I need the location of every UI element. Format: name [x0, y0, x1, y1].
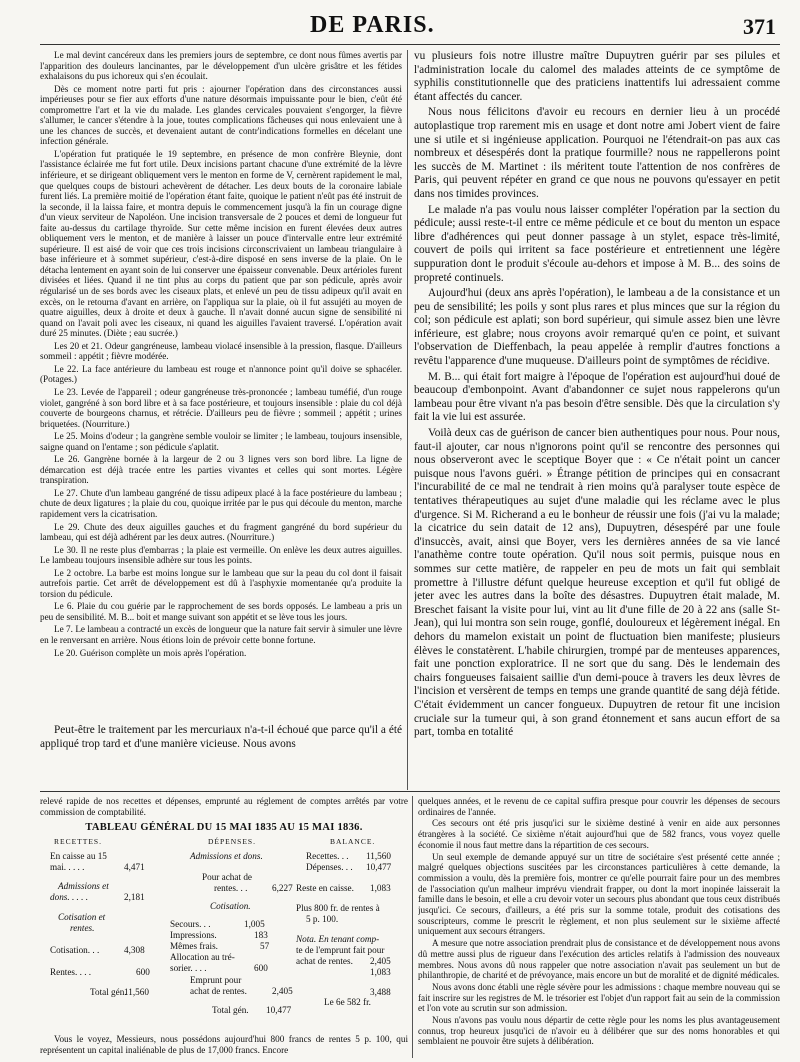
page-header: [40, 6, 780, 38]
paragraph: vu plusieurs fois notre illustre maître Dupuytren guérir par ses pilules et l'administration locale du calomel des malades atteints de ce symptôme de syphilis constitutionnelle que des praticiens inattentifs lui adressaient comme étant affectés du cancer.: [414, 50, 780, 103]
paragraph: Le 27. Chute d'un lambeau gangréné de tissu adipeux placé à la face postérieure du lambeau ; chute de deux ligatures ; la plaie du cou, quoique irritée par le pus qui découle du menton, marche rapidement vers la cicatrisation.: [40, 487, 402, 519]
paragraph: Le 7. Le lambeau a contracté un excès de longueur que la nature fait servir à simuler une lèvre en le renversant en arrière. Nous étions loin de prévoir cette bonne fortune.: [40, 624, 402, 645]
table-cell: 600: [136, 966, 150, 977]
header-depenses: DÉPENSES.: [208, 836, 256, 846]
table-cell: 1,005: [244, 918, 265, 929]
table-cell: 183: [254, 929, 268, 940]
table-cell: Cotisation.: [210, 900, 251, 911]
table-cell: Cotisation et: [58, 911, 106, 922]
table-cell: Impressions.: [170, 929, 217, 940]
paragraph: Les 20 et 21. Odeur gangréneuse, lambeau violacé insensible à la pression, flasque. D'ailleurs sommeil : appétit ; fièvre modérée.: [40, 340, 402, 362]
table-cell: Le 6e 582 fr.: [324, 996, 371, 1007]
paragraph: Ces secours ont été pris jusqu'ici sur le sixième destiné à venir en aide aux personnes étrangères à la société. Ce sixième n'était aujourd'hui que de 582 francs, vous voyez quelle économie il nous faut mettre dans la répartition de ces secours.: [418, 818, 780, 850]
table-cell: Plus 800 fr. de rentes à: [296, 902, 380, 913]
paragraph: Le 26. Gangrène bornée à la largeur de 2 ou 3 lignes vers son bord libre. La ligne de démarcation est déjà tracée entre les parties vivantes et celles qui sont mortes. Légère transpiration.: [40, 454, 402, 486]
table-cell: 11,560: [366, 850, 391, 861]
table-cell: Rentes. . . .: [50, 966, 92, 977]
table-cell: Total gén.: [90, 986, 127, 997]
table-cell: Total gén.: [212, 1004, 249, 1015]
table-cell: 1,083: [370, 966, 391, 977]
paragraph: Aujourd'hui (deux ans après l'opération), le lambeau a de la consistance et un peu de sensibilité; les poils y sont plus rares et plus minces que sur la région du col; son pédicule est aplati; son bord supérieur, qui simule assez bien une lèvre inférieure, est glabre; nous croyons avoir remarqué qu'en ce point, et suivant l'observation de Dieffenbach, la peau appelée à remplir d'autres fonctions a revêtu l'apparence d'une muqueuse. D'ailleurs point de symptômes de récidive.: [414, 287, 780, 368]
bottom-right-column: [418, 796, 780, 1058]
paragraph: Un seul exemple de demande appuyé sur un titre de sociétaire s'est présenté cette année ; malgré quelques objections suscitées par les circonstances particulières à cette demande, la commission a voulu, dès la première fois, montrer ce qu'elle pourrait faire pour un des membres de l'association qu'un malheur imprévu viendrait frapper, ou dont la mort inopinée laisserait la famille dans le besoin, et elle a cru devoir voter un secours plus abondant que tous ceux distribués jusqu'ici. Ce secours, d'ailleurs, a été pris sur la somme totale, produit des cotisations des souscripteurs, comme le prescrit le règlement, et non plus seulement sur le sixième affecté uniquement aux secours étrangers.: [418, 851, 780, 937]
table-cell: sorier. . . .: [170, 962, 207, 973]
table-cell: Nota. En tenant comp-: [296, 933, 380, 944]
table-cell: rentes. . .: [214, 882, 248, 893]
table-cell: Reste en caisse.: [296, 882, 354, 893]
left-column: [40, 50, 402, 714]
paragraph: Le 22. La face antérieure du lambeau est rouge et n'annonce point qu'il doive se sphacéler. (Potages.): [40, 363, 402, 385]
table-cell: 600: [254, 962, 268, 973]
table-cell: 6,227: [272, 882, 293, 893]
table-cell: 3,488: [370, 986, 391, 997]
paragraph: Nous n'avons pas voulu nous départir de cette règle pour les noms les plus avantageusement connus, trop heureux jusqu'ici de n'avoir eu à délibérer que sur des noms honorables et qui semblaient ne pouvoir être sujets à délibération.: [418, 1015, 780, 1047]
table-cell: 5 p. 100.: [306, 913, 339, 924]
paragraph: quelques années, et le revenu de ce capital suffira presque pour couvrir les dépenses de secours ordinaires de l'année.: [418, 796, 780, 817]
paragraph: Le 30. Il ne reste plus d'embarras ; la plaie est vermeille. On enlève les deux autres aiguilles. Le lambeau toujours insensible adhère sur tous les points.: [40, 544, 402, 566]
table-title: TABLEAU GÉNÉRAL DU 15 MAI 1835 AU 15 MAI 1836.: [85, 822, 363, 834]
column-divider: [412, 796, 413, 1058]
table-cell: achat de rentes.: [190, 985, 247, 996]
header-balance: BALANCE.: [330, 836, 376, 846]
accounts-table: [40, 837, 408, 1019]
table-cell: Cotisation. . .: [50, 944, 100, 955]
table-cell: te de l'emprunt fait pour: [296, 944, 385, 955]
table-cell: En caisse au 15: [50, 850, 107, 861]
table-cell: Secours. . .: [170, 918, 211, 929]
table-cell: Admissions et: [58, 880, 109, 891]
table-cell: mai. . . . .: [50, 861, 85, 872]
section-rule: [40, 791, 780, 792]
column-divider: [407, 50, 408, 790]
table-cell: Dépenses. . .: [306, 861, 353, 872]
header-recettes: RECETTES.: [54, 836, 102, 846]
table-cell: 10,477: [366, 861, 392, 872]
table-cell: dons. . . . .: [50, 891, 89, 902]
paragraph: M. B... qui était fort maigre à l'époque de l'opération est aujourd'hui doué de beaucoup d'embonpoint. Avant d'abandonner ce sujet nous rappelerons qu'un lambeau pour être vivant n'a pas besoin d'être sensible. Dès que la circulation s'y fait la vie lui est assurée.: [414, 370, 780, 424]
table-cell: Recettes. . .: [306, 850, 349, 861]
table-cell: Admissions et dons.: [190, 850, 263, 861]
right-column: [414, 50, 780, 790]
header-rule: [40, 44, 780, 45]
lead-paragraph: Peut-être le traitement par les mercuriaux n'a-t-il échoué que parce qu'il a été appliqué trop tard et d'une manière vicieuse. Nous avons: [40, 724, 402, 750]
paragraph: Nous nous félicitons d'avoir eu recours en dernier lieu à un procédé autoplastique trop rarement mis en usage et dont notre ami Jobert vient de faire une si utile et si ingénieuse application. Pourquoi ne l'étendrait-on pas aux cas nombreux et désespérés dont la pratique fourmille? nous ne rappellerons point les succès de M. Martinet : ils méritent toute l'attention de nos confrères de Paris, qui peuvent répéter en grand ce que nous ne pouvons qu'essayer en petit dans nos timides provinces.: [414, 106, 780, 200]
accounts-section: [40, 796, 408, 1058]
paragraph: Le 2 octobre. La barbe est moins longue sur le lambeau que sur la peau du col dont il faisait autrefois partie. Cet arrêt de développement est dû à l'asphyxie momentanée qu'a produite la torsion du pédicule.: [40, 567, 402, 599]
paragraph: Le malade n'a pas voulu nous laisser compléter l'opération par la section du pédicule; aussi reste-t-il entre ce même pédicule et ce bout du menton un espace libre d'adhérences qui peut donner passage à un stylet, espace très-limité, couvert de poils qui irritent sa face postérieure et entretiennent une légère suppuration dont le produit s'écoule au-dehors et impose à M. B... des soins de propreté continuels.: [414, 203, 780, 284]
table-cell: Mêmes frais.: [170, 940, 218, 951]
table-cell: 11,560: [124, 986, 149, 997]
table-cell: 2,405: [370, 955, 391, 966]
paragraph: Nous avons donc établi une règle sévère pour les admissions : chaque membre nouveau qui se fait inscrire sur les registres de M. le trésorier est l'objet d'un rapport fait au sein de la commission et l'on vote au scrutin sur son admission.: [418, 981, 780, 1014]
accounts-intro: relevé rapide de nos recettes et dépenses, emprunté au réglement de comptes arrêtés par votre commission de comptabilité.: [40, 796, 408, 817]
paragraph: A mesure que notre association prendrait plus de consistance et de développement nous avons dû mettre aussi plus de rigueur dans l'exécution des articles relatifs à l'admission des nouveaux membres. Nous avons dû nous rappeler que notre association n'avait pas seulement un but de philanthropie, de charité et de prévoyance, mais encore un but de moralité et de dignité médicales.: [418, 938, 780, 981]
paragraph: Le 23. Levée de l'appareil ; odeur gangréneuse très-prononcée ; lambeau tuméfié, d'un rouge violet, gangréné à son bord libre et à sa face postérieure, et toujours insensible : plaie du col déjà couverte de bourgeons charnus, et rétrécie. D'ailleurs peu de fièvre ; sommeil ; appétit ; urines briquetées. (Nourriture.): [40, 386, 402, 429]
table-cell: Allocation au tré-: [170, 951, 235, 962]
table-cell: Pour achat de: [202, 871, 253, 882]
table-cell: 4,471: [124, 861, 145, 872]
table-cell: Emprunt pour: [190, 974, 242, 985]
table-cell: 2,181: [124, 891, 145, 902]
table-cell: 10,477: [266, 1004, 292, 1015]
paragraph: Voilà deux cas de guérison de cancer bien authentiques pour nous. Pour nous, faut-il ajouter, car nous n'ignorons point qu'il se rencontre des personnes qui nous observeront avec le sceptique Boyer que : « Ce n'était point un cancer puisque nous l'avons guéri. » Étrange pétition de principes qui en consacrant l'incurabilité de ce mal ne tendrait à rien moins qu'à paralyser toute espèce de tentatives thérapeutiques au sujet d'une maladie qui les réclame avec le plus d'urgence. Si M. Richerand a eu le bonheur de réussir une fois (j'ai vu la malade; la cicatrice du sein datait de 12 ans), Dupuytren, désespéré par une foule d'insuccès, avait, ainsi que Boyer, vers les dernières années de sa vie lancé l'anathème contre toute opération. Qu'il nous soit permis, puisque nous en sommes sur cette matière, de rappeler en peu de mots un fait qui semblait promettre à l'illustre défunt quelque heureuse exception et qu'il fut obligé de jeter avec les autres dans la boîte des désastres. Dupuytren était malade, M. Breschet faisant la visite pour lui, vint au lit d'une fille de 20 à 22 ans (salle St-Jean), qui lui montra son sein rouge, gonflé, douloureux et légèrement inégal. En dehors du mamelon existait un point de fluctuation bien manifeste; plusieurs élèves le constatèrent. L'habile chirurgien, trompé par de menteuses apparences, fait une ponction exploratrice. Il ne sort que du sang. Dès le lendemain des chairs fongueuses faisaient saillie d'un demi-pouce à travers les deux lèvres de l'incision et versèrent de temps en temps une grande quantité de sang déjà fétide. C'était évidemment un cancer fongueux. Dupuytren de retour fit une incision cruciale sur la tumeur qui, à son grand étonnement et sans aucun effort de sa part, tomba en totalité: [414, 427, 780, 739]
paragraph: Le 29. Chute des deux aiguilles gauches et du fragment gangréné du bord supérieur du lambeau, qui est déjà adhérent par les deux autres. (Nourriture.): [40, 521, 402, 543]
paragraph: Dès ce moment notre parti fut pris : ajourner l'opération dans des circonstances aussi impérieuses pour se fier aux efforts d'une nature désormais impuissante pour le bien, c'eût été compromettre l'art et la vie du malade. Les glandes cervicales pouvaient s'engorger, la fièvre s'allumer, le cancer s'étendre à la joue, toutes complications fâcheuses qui nous enlevaient une à une les chances de succès, et devenaient autant de contr'indications formelles en décelant une infection générale.: [40, 83, 402, 147]
table-cell: 57: [260, 940, 270, 951]
paragraph: Le 25. Moins d'odeur ; la gangrène semble vouloir se limiter ; le lambeau, toujours insensible, saigne quand on l'entame ; son pédicule s'aplatit.: [40, 431, 402, 452]
table-cell: 1,083: [370, 882, 391, 893]
page-number: 371: [743, 14, 776, 39]
table-cell: 2,405: [272, 985, 293, 996]
table-cell: achat de rentes.: [296, 955, 353, 966]
paragraph: Le mal devint cancéreux dans les premiers jours de septembre, ce dont nous fûmes avertis par l'apparition des douleurs lancinantes, par le développement d'un ulcère grisâtre et les fétides exhalaisons du pus ichoreux qui s'en écoulait.: [40, 50, 402, 82]
table-cell: 4,308: [124, 944, 145, 955]
accounts-outro: Vous le voyez, Messieurs, nous possédons aujourd'hui 800 francs de rentes 5 p. 100, qui représentent un capital inaliénable de plus de 17,000 francs. Encore: [40, 1034, 408, 1055]
paragraph: L'opération fut pratiquée le 19 septembre, en présence de mon confrère Bleynie, dont l'assistance éclairée me fut fort utile. Deux incisions partant chacune d'une extrémité de la lèvre inférieure, et se dirigeant obliquement vers le menton en forme de V, cernèrent rapidement le mal, que quelques coups de bistouri achevèrent de détacher. Les deux bouts de la coronaire labiale furent liés. La première moitié de l'opération étant faite, quoique le patient n'eût pas été instruit de la seconde, il la laissa faire, et montra depuis le commencement jusqu'à la fin un courage digne d'un vieux serviteur de Napoléon. Une incision transversale de 2 pouces et demi de longueur fut faite au-dessus du cartilage thyroïde. Sur cette même incision en furent élevées deux autres obliquement vers le menton, et de manière à laisser un pouce d'intervalle entre leur extrémité supérieure. Il est aisé de voir que ces trois incisions circonscrivaient un lambeau triangulaire à base inférieure et à sommet supérieur, c'est-à-dire disposé en sens inverse de la plaie. On le détacha lentement en ayant soin de lui conserver une épaisseur convenable. Deux artérioles furent divisées et liées. Quand il ne tint plus au corps du patient que par son pédicule, après avoir régularisé un de ses bords avec les ciseaux plats, et enlevé un peu de tissu adipeux qu'il avait en excès, on le retourna d'avant en arrière, on l'appliqua sur la plaie, où il fut assujéti au moyen de quatre aiguilles, deux à droite et deux à gauche. Il n'avait donné aucun signe de sensibilité ni quand on l'avait poli avec les ciseaux, ni quand les aiguilles l'avaient traversé. L'opération avait duré 25 minutes. (Diète ; eau sucrée.): [40, 148, 402, 339]
paragraph: Le 6. Plaie du cou guérie par le rapprochement de ses bords opposés. Le lambeau a pris un peu de sensibilité. M. B... boit et mange suivant son appétit et se lève tous les jours.: [40, 601, 402, 622]
table-cell: rentes.: [70, 922, 95, 933]
paragraph: Le 20. Guérison complète un mois après l'opération.: [54, 647, 247, 658]
page-title: DE PARIS.: [310, 12, 435, 38]
